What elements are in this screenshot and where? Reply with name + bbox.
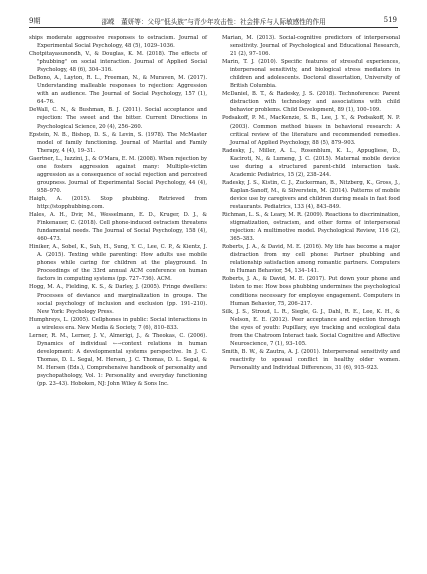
- reference-entry: Podsakoff, P. M., MacKenzie, S. B., Lee, J. Y., & Podsakoff, N. P. (2003). Common method biases in behavioral research: A critical review of the literature and recommended remedies. Journal of Applied Psychology, 88 (5), 879–903.: [222, 115, 400, 146]
- reference-entry: Gaertner, L., Iuzzini, J., & O'Mara, E. M. (2008). When rejection by one fosters aggression against many: Multiple-victim aggression as a consequence of social rejection and perceived groupness. Journal of Experimental Social Psychology, 44 (4), 958–970.: [29, 155, 207, 194]
- reference-entry: ships moderate aggressive responses to ostracism. Journal of Experimental Social Psychology, 48 (5), 1029–1036.: [29, 35, 207, 50]
- reference-entry: Smith, B. W., & Zautra, A. J. (2001). Interpersonal sensitivity and reactivity to spousal conflict in healthy older women. Personality and Individual Differences, 31 (6), 915–923.: [222, 348, 400, 371]
- reference-entry: McDaniel, B. T., & Radesky, J. S. (2018). Technoference: Parent distraction with technology and associations with child behavior problems. Child Development, 89 (1), 100–109.: [222, 91, 400, 114]
- running-title: 邵嵘 董妍等：父母“低头族”与青少年攻击性：社会排斥与人际敏感性的作用: [101, 18, 326, 26]
- reference-column-right: [222, 34, 400, 372]
- reference-entry: Marin, T. J. (2010). Specific features of stressful experiences, interpersonal sensitivity, and biological stress mediators in children and adolescents. Doctoral dissertation, University of British Columbia.: [222, 59, 400, 90]
- header-rule: [29, 27, 398, 28]
- reference-entry: Hales, A. H., Dvir, M., Wesselmann, E. D., Kruger, D. J., & Finkenauer, C. (2018). Cell phone-induced ostracism threatens fundamental needs. The Journal of Social Psychology, 158 (4), 460–473.: [29, 212, 207, 243]
- reference-entry: Richman, L. S., & Leary, M. R. (2009). Reactions to discrimination, stigmatization, ostracism, and other forms of interpersonal rejection: A multimotive model. Psychological Review, 116 (2), 365–383.: [222, 212, 400, 243]
- reference-entry: Marian, M. (2013). Social-cognitive predictors of interpersonal sensitivity. Journal of Psychological and Educational Research, 21 (2), 97–106.: [222, 35, 400, 58]
- reference-entry: DeWall, C. N., & Bushman, B. J. (2011). Social acceptance and rejection: The sweet and the bitter. Current Directions in Psychological Science, 20 (4), 256–260.: [29, 107, 207, 130]
- reference-entry: Hogg, M. A., Fielding, K. S., & Darley, J. (2005). Fringe dwellers: Processes of deviance and marginalization in groups. The social psychology of inclusion and exclusion (pp. 191–210). New York: Psychology Press.: [29, 284, 207, 315]
- reference-entry: Roberts, J. A., & David, M. E. (2016). My life has become a major distraction from my cell phone: Partner phubbing and relationship satisfaction among romantic partners. Computers in Human Behavior, 54, 134–141.: [222, 244, 400, 275]
- reference-entry: Roberts, J. A., & David, M. E. (2017). Put down your phone and listen to me: How boss phubbing undermines the psychological conditions necessary for employee engagement. Computers in Human Behavior, 75, 206–217.: [222, 276, 400, 307]
- reference-entry: Radesky, J. S., Kistin, C. J., Zuckerman, B., Nitzberg, K., Gross, J., Kaplan-Sanoff, M., & Silverstein, M. (2014). Patterns of mobile device use by caregivers and children during meals in fast food restaurants. Pediatrics, 133 (4), 843–849.: [222, 179, 400, 210]
- reference-entry: Chotpitayasunondh, V., & Douglas, K. M. (2018). The effects of "phubbing" on social interaction. Journal of Applied Social Psychology, 48 (6), 304–316.: [29, 51, 207, 74]
- issue-number: 9期: [29, 17, 41, 25]
- reference-entry: Humphreys, L. (2005). Cellphones in public: Social interactions in a wireless era. New Media & Society, 7 (6), 810–833.: [29, 316, 207, 331]
- page-number: 519: [383, 16, 397, 24]
- reference-entry: Hiniker, A., Sobel, K., Suh, H., Sung, Y. C., Lee, C. P., & Kientz, J. A. (2015). Texting while parenting: How adults use mobile phones while caring for children at the playground. In Proceedings of the 33rd annual ACM conference on human factors in computing systems (pp. 727–736). ACM.: [29, 244, 207, 283]
- reference-entry: Haigh, A. (2015). Stop phubbing. Retrieved from http://stopphubbing.com.: [29, 195, 207, 210]
- reference-entry: Silk, J. S., Stroud, L. R., Siegle, G. J., Dahl, R. E., Lee, K. H., & Nelson, E. E. (2012). Peer acceptance and rejection through the eyes of youth: Pupillary, eye tracking and ecological data from the Chatroom Interact task. Social Cognitive and Affective Neuroscience, 7 (1), 93–105.: [222, 308, 400, 347]
- reference-entry: DeBono, A., Layton, R. L., Freeman, N., & Muraven, M. (2017). Understanding malleable responses to rejection: Aggression with an audience. The Journal of Social Psychology, 157 (1), 64–76.: [29, 75, 207, 106]
- reference-entry: Lerner, R. M., Lerner, J. V., Almerigi, J., & Theokas, C. (2006). Dynamics of individual ←→context relations in human development: A developmental systems perspective. In J. C. Thomas, D. L. Segal, M. Hersen, J. C. Thomas, D. L. Segal, & M. Hersen (Eds.), Comprehensive handbook of personality and psychopathology, Vol. 1: Personality and everyday functioning (pp. 23–43). Hoboken, NJ: John Wiley & Sons Inc.: [29, 332, 207, 388]
- reference-entry: Radesky, J., Miller, A. L., Rosenblum, K. L., Appugliese, D., Kaciroti, N., & Lumeng, J. C. (2015). Maternal mobile device use during a structured parent-child interaction task. Academic Pediatrics, 15 (2), 238–244.: [222, 147, 400, 178]
- reference-entry: Epstein, N. B., Bishop, D. S., & Levin, S. (1978). The McMaster model of family functioning. Journal of Marital and Family Therapy, 4 (4), 19–31.: [29, 131, 207, 154]
- page-header: [0, 0, 427, 28]
- reference-column-left: [29, 34, 207, 388]
